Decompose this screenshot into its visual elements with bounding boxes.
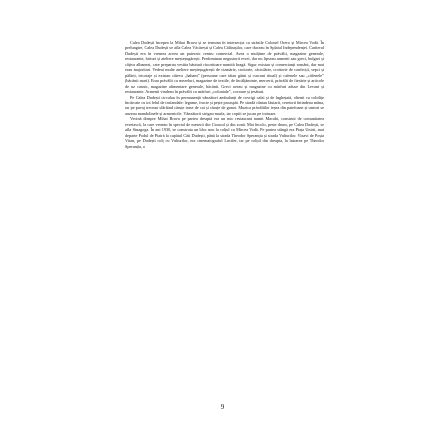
page-number: 9 [220, 403, 225, 411]
book-page [125, 40, 324, 149]
paragraph: Vecină dinspre Mihai Bravu pe partea dreaptă era un mic restaurant numit Macabi, construit de comunitatea evreiască, la care veneau în special de meserii din Cioacul și din zonă. Mai încolo, peste drum, pe Calea Dudești, se afla Sinagoga. În ani 1930, se construia un bloc nou la colțul cu Mircea Vodă. Pe partea stângă era Piața Unirii, mai departe Podul de Piatră la capătul Căii Dudești, până la strada Theodor Speranția și strada Vulturilor. Vizavi de Poșta Vitan, pe Dudești colț cu Vulturilor, era cinematograful Lucifer, iar pe colțul din dreapta, la întrarea pe Theodor Speranția, o [125, 116, 324, 149]
paragraph: Calea Dudești începea la Mihai Bravu și se termina în intersecția cu străzile Colonel Orero și Mircea Vodă. În prelungire, Calea Dudești se afla Calea Văcărești și Calea Călărașilor, care duceau în Splaiul Independenței. Cartierul Dudești era în vremea aceea un puternic centru comercial. Avea o mulțime de prăvălii, magazine generale, restaurante, birturi și ateliere meșteșugărești. Predominau negustorii evrei, dar nu lipseau armenii sau greci, bulgari și câțiva albanezi, care preparau vestita băutură răcoritoare numită bragă. Sigur existau și comercianți români, dar mai erau majoritari. Vedeai multe ateliere meșteșugărești de cizmărie, croitorie, căciulărie, croitorie de confecții, sepci și pălării, tricotaje și existau câteva „haham” (persoane care tăiau găini și curcani ritual) și cafenele sau „căfenele” (băcănii mari). Erau prăvălii cu mezeluri, magazine de textile, de încălțăminte, mercerii, prăvălii de fierărie și articole de uz casnic, magazine alimentare generale, băcănii. Greci aveau și magazine cu mărfuri aduse din Levant și restaurante. Armenii vindeau în prăvălii cu mărfuri „coloniale”, covoare și țesături. [125, 40, 324, 95]
paragraph: Pe Calea Dudești circulau în permanență vânzători ambulanți de covrigi calzi și de înghețată, oltenii cu cobilițe încărcate cu tot felul de trufandale: legume, fructe și pește proaspăt. Pe stradă cântau lăutarii, ceretorii întindeau mâna, iar pe pavaj treceau sfârâind căruțe trase de cai și căruțe de gunoi. Muzica prăvăliilor ieșea din patefoane și uneori se auzeau mandolinele și armonicile. Vânzătorii strigau marfa, iar copiii se jucau pe trotuare. [125, 94, 324, 116]
